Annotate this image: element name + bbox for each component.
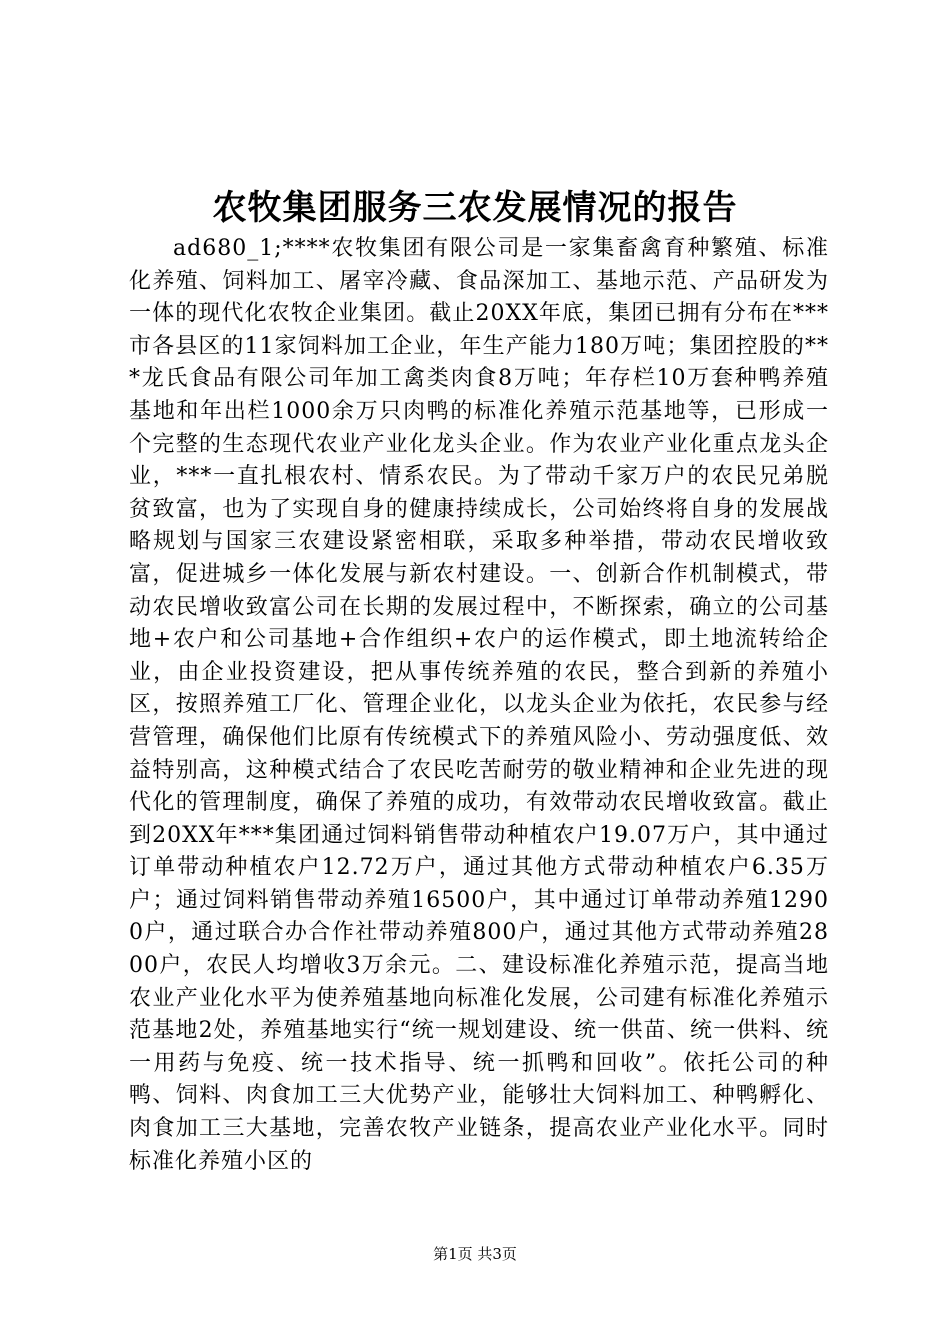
document-body-paragraph: ad680_1;****农牧集团有限公司是一家集畜禽育种繁殖、标准化养殖、饲料加工、屠宰冷藏、食品深加工、基地示范、产品研发为一体的现代化农牧企业集团。截止20XX年底，集团已拥有分布在***市各县区的11家饲料加工企业，年生产能力180万吨；集团控股的***龙氏食品有限公司年加工禽类肉食8万吨；年存栏10万套种鸭养殖基地和年出栏1000余万只肉鸭的标准化养殖示范基地等，已形成一个完整的生态现代农业产业化龙头企业。作为农业产业化重点龙头企业，***一直扎根农村、情系农民。为了带动千家万户的农民兄弟脱贫致富，也为了实现自身的健康持续成长，公司始终将自身的发展战略规划与国家三农建设紧密相联，采取多种举措，带动农民增收致富，促进城乡一体化发展与新农村建设。一、创新合作机制模式，带动农民增收致富公司在长期的发展过程中，不断探索，确立的公司基地+农户和公司基地+合作组织+农户的运作模式，即土地流转给企业，由企业投资建设，把从事传统养殖的农民，整合到新的养殖小区，按照养殖工厂化、管理企业化，以龙头企业为依托，农民参与经营管理，确保他们比原有传统模式下的养殖风险小、劳动强度低、效益特别高，这种模式结合了农民吃苦耐劳的敬业精神和企业先进的现代化的管理制度，确保了养殖的成功，有效带动农民增收致富。截止到20XX年***集团通过饲料销售带动种植农户19.07万户，其中通过订单带动种植农户12.72万户，通过其他方式带动种植农户6.35万户；通过饲料销售带动养殖16500户，其中通过订单带动养殖12900户，通过联合办合作社带动养殖800户，通过其他方式带动养殖2800户，农民人均增收3万余元。二、建设标准化养殖示范，提高当地农业产业化水平为使养殖基地向标准化发展，公司建有标准化养殖示范基地2处，养殖基地实行“统一规划建设、统一供苗、统一供料、统一用药与免疫、统一技术指导、统一抓鸭和回收”。依托公司的种鸭、饲料、肉食加工三大优势产业，能够壮大饲料加工、种鸭孵化、肉食加工三大基地，完善农牧产业链条，提高农业产业化水平。同时标准化养殖小区的 [129, 236, 830, 1174]
page-number-footer: 第1页 共3页 [433, 1245, 517, 1263]
document-title: 农牧集团服务三农发展情况的报告 [212, 188, 738, 228]
